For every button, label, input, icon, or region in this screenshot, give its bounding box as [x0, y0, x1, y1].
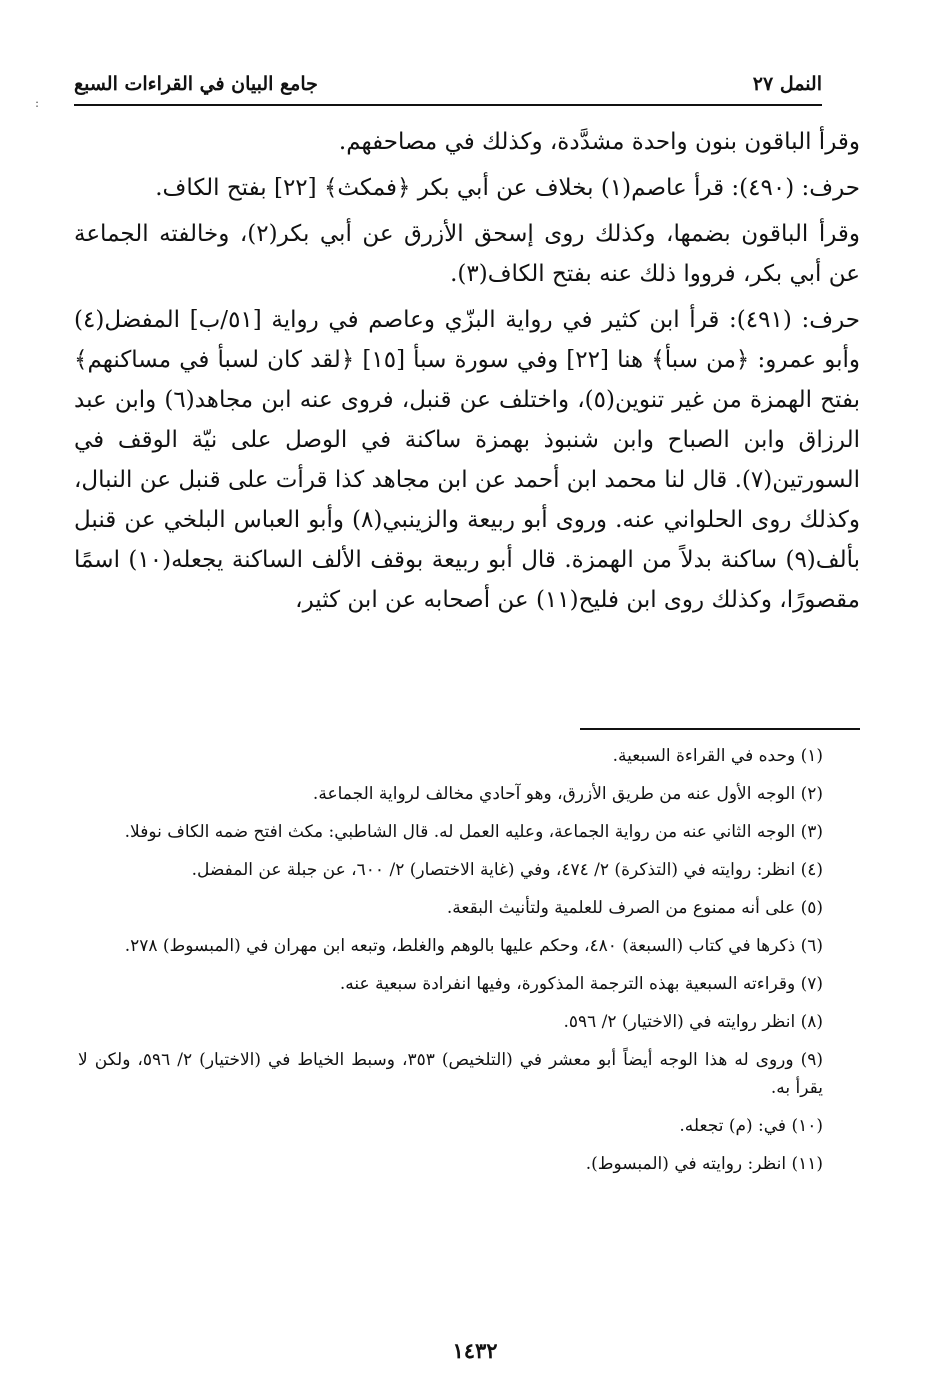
footnote-7: (٧) وقراءته السبعية بهذه الترجمة المذكورة، وفيها انفرادة سبعية عنه. [339, 974, 823, 994]
header-surah: النمل ٢٧ [752, 73, 822, 95]
footnote-8: (٨) انظر روايته في (الاختيار) ٢/ ٥٩٦. [563, 1012, 823, 1032]
footnote-10: (١٠) في: (م) تجعله. [679, 1116, 823, 1136]
footnote-4: (٤) انظر: روايته في (التذكرة) ٢/ ٤٧٤، وفي (غاية الاختصار) ٢/ ٦٠٠، عن جبلة عن المفضل. [191, 860, 823, 880]
footnote-1: (١) وحده في القراءة السبعية. [612, 746, 823, 766]
header-book-title: جامع البيان في القراءات السبع [74, 73, 318, 95]
footnote-3: (٣) الوجه الثاني عنه من رواية الجماعة، وعليه العمل له. قال الشاطبي: مكث افتح ضمه الكاف نوفلا. [124, 822, 823, 842]
paragraph: وقرأ الباقون بضمها، وكذلك روى إسحق الأزرق عن أبي بكر(٢)، وخالفته الجماعة عن أبي بكر، فرووا ذلك عنه بفتح الكاف(٣). [74, 221, 860, 287]
paragraph: حرف: (٤٩١): قرأ ابن كثير في رواية البزّي وعاصم في رواية [٥١/ب] المفضل(٤) وأبو عمرو: ﴿من سبأ﴾ هنا [٢٢] وفي سورة سبأ [١٥] ﴿لقد كان لسبأ في مساكنهم﴾ بفتح الهمزة من غير تنوين(٥)، واختلف عن قنبل، فروى عنه ابن مجاهد(٦) وابن عبد الرزاق وابن الصباح وابن شنبوذ بهمزة ساكنة في الوصل على نيّة الوقف في السورتين(٧). قال لنا محمد ابن أحمد عن ابن مجاهد كذا قرأت على قنبل عن النبال، وكذلك روى الحلواني عنه. وروى أبو ربيعة والزينبي(٨) وأبو العباس البلخي عن قنبل بألف(٩) ساكنة بدلاً من الهمزة. قال أبو ربيعة بوقف الألف الساكنة يجعله(١٠) اسمًا مقصورًا، وكذلك روى ابن فليح(١١) عن أصحابه عن ابن كثير، [74, 307, 860, 613]
footnote-5: (٥) على أنه ممنوع من الصرف للعلمية ولتأنيث البقعة. [446, 898, 823, 918]
paragraph: وقرأ الباقون بنون واحدة مشدَّدة، وكذلك في مصاحفهم. [338, 129, 860, 155]
footnote-11: (١١) انظر: روايته في (المبسوط). [585, 1154, 823, 1174]
main-text [74, 122, 860, 626]
page-number: ١٤٣٢ [452, 1338, 498, 1363]
running-header [74, 64, 822, 106]
paragraph: حرف: (٤٩٠): قرأ عاصم(١) بخلاف عن أبي بكر ﴿فمكث﴾ [٢٢] بفتح الكاف. [155, 175, 860, 201]
footnote-6: (٦) ذكرها في كتاب (السبعة) ٤٨٠، وحكم عليها بالوهم والغلط، وتبعه ابن مهران في (المبسوط) ٢٧٨. [124, 936, 823, 956]
margin-mark: : [35, 96, 40, 110]
footnote-separator [580, 728, 860, 730]
footnote-2: (٢) الوجه الأول عنه من طريق الأزرق، وهو آحادي مخالف لرواية الجماعة. [312, 784, 823, 804]
footnotes [78, 742, 823, 1188]
footnote-9: (٩) وروى له هذا الوجه أيضاً أبو معشر في (التلخيص) ٣٥٣، وسبط الخياط في (الاختيار) ٢/ ٥٩٦، ولكن لا يقرأ به. [78, 1050, 823, 1098]
